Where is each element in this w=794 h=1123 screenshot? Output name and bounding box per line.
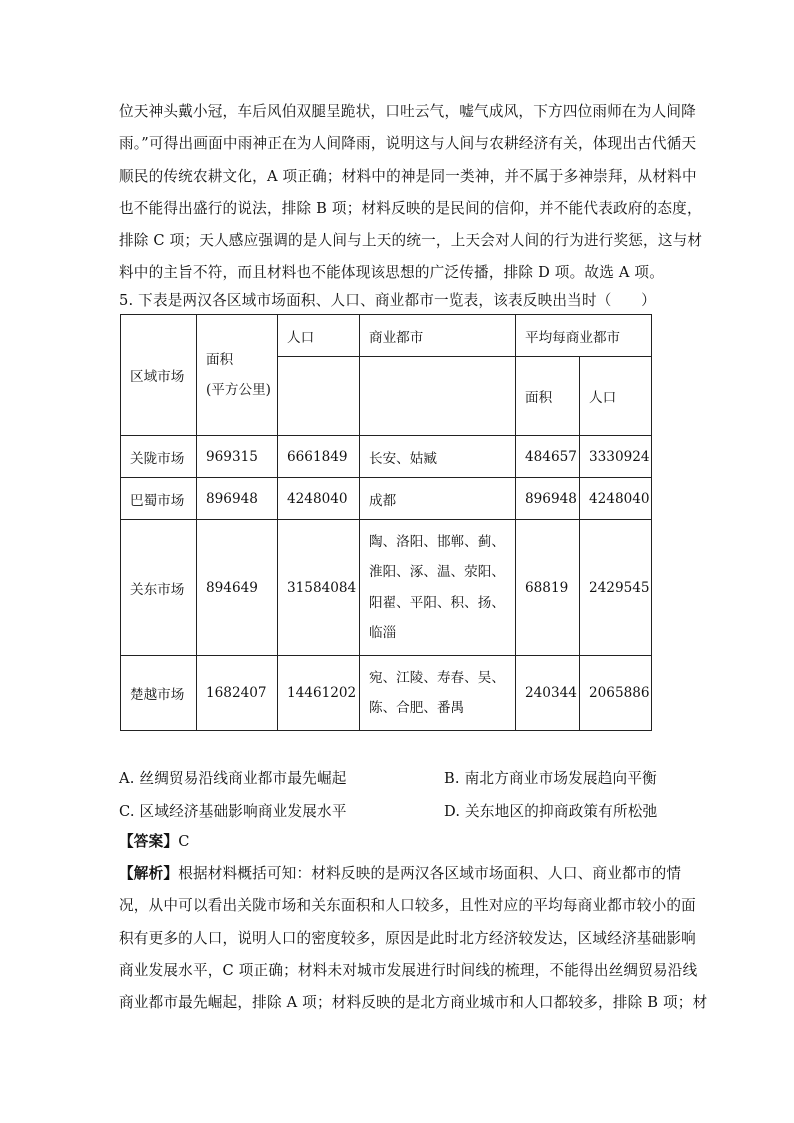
- cell-avg-area: 240344: [516, 656, 580, 731]
- previous-explanation: [119, 96, 703, 290]
- header-avg: 平均每商业都市: [516, 315, 652, 357]
- cell-cities: 长安、姑臧: [360, 436, 516, 478]
- analysis-first: 根据材料概括可知：材料反映的是两汉各区域市场面积、人口、商业都市的情: [178, 865, 682, 882]
- header-population: 人口: [278, 315, 360, 357]
- text-line: 也不能得出盛行的说法，排除 B 项；材料反映的是民间的信仰，并不能代表政府的态度，: [119, 199, 702, 217]
- text-line: 况，从中可以看出关陇市场和关东面积和人口较多，且性对应的平均每商业都市较小的面: [119, 897, 696, 915]
- table-row: [121, 436, 652, 478]
- cell-area: 896948: [197, 478, 278, 520]
- answer-label: 【答案】: [119, 833, 179, 850]
- question-5-stem: 5. 下表是两汉各区域市场面积、人口、商业都市一览表，该表反映出当时（ ）: [119, 292, 656, 309]
- text-line: 商业发展水平，C 项正确；材料未对城市发展进行时间线的梳理，不能得出丝绸贸易沿线: [119, 961, 698, 979]
- city-line: 阳翟、平阳、积、扬、: [369, 594, 505, 611]
- city-line: 临淄: [369, 625, 397, 641]
- text-line: 位天神头戴小冠，车后风伯双腿呈跪状，口吐云气，嘘气成风，下方四位雨师在为人间降: [119, 103, 696, 120]
- text-line: 顺民的传统农耕文化，A 项正确；材料中的神是同一类神，并不属于多神崇拜，从材料中: [119, 167, 697, 185]
- table-row: [121, 520, 652, 656]
- option-c[interactable]: C. 区域经济基础影响商业发展水平: [119, 803, 347, 820]
- cell-population: 4248040: [278, 478, 360, 520]
- cell-cities: 成都: [360, 478, 516, 520]
- option-b[interactable]: B. 南北方商业市场发展趋向平衡: [444, 770, 657, 787]
- cell-area: 1682407: [197, 656, 278, 731]
- cell-avg-population: 2429545: [580, 520, 652, 656]
- header-region: 区域市场: [121, 315, 197, 436]
- city-line: 宛、江陵、寿春、吴、: [369, 669, 505, 686]
- text-line: 料中的主旨不符，而且材料也不能体现该思想的广泛传播，排除 D 项。故选 A 项。: [119, 264, 664, 282]
- cell-avg-area: 68819: [516, 520, 580, 656]
- text-line: 排除 C 项；天人感应强调的是人间与上天的统一，上天会对人间的行为进行奖惩，这与材: [119, 232, 703, 250]
- header-avg-area: 面积: [516, 357, 580, 436]
- cell-avg-population: 3330924: [580, 436, 652, 478]
- option-a[interactable]: A. 丝绸贸易沿线商业都市最先崛起: [119, 770, 347, 787]
- cell-avg-area: 484657: [516, 436, 580, 478]
- cell-avg-area: 896948: [516, 478, 580, 520]
- header-cities-blank: [360, 357, 516, 436]
- cell-region: 巴蜀市场: [121, 478, 197, 520]
- text-line: 商业都市最先崛起，排除 A 项；材料反映的是北方商业城市和人口都较多，排除 B 项；材: [119, 994, 708, 1012]
- cell-avg-population: 4248040: [580, 478, 652, 520]
- city-line: 陶、洛阳、邯郸、蓟、: [369, 533, 505, 550]
- table-row: [121, 656, 652, 731]
- header-area-unit: (平方公里): [206, 382, 271, 398]
- cell-avg-population: 2065886: [580, 656, 652, 731]
- cell-cities: [360, 520, 516, 656]
- cell-region: 关陇市场: [121, 436, 197, 478]
- analysis-label: 【解析】: [119, 865, 179, 882]
- analysis: [119, 858, 708, 1019]
- cell-population: 6661849: [278, 436, 360, 478]
- header-population-blank: [278, 357, 360, 436]
- city-line: 淮阳、涿、温、荥阳、: [369, 564, 505, 580]
- header-avg-population: 人口: [580, 357, 652, 436]
- header-cities: 商业都市: [360, 315, 516, 357]
- text-line: 积有更多的人口，说明人口的密度较多，原因是此时北方经济较发达，区域经济基础影响: [119, 929, 696, 947]
- table-row: [121, 478, 652, 520]
- cell-cities: [360, 656, 516, 731]
- cell-region: 关东市场: [121, 520, 197, 656]
- header-area: [197, 315, 278, 436]
- text-line: [119, 858, 682, 890]
- cell-area: 894649: [197, 520, 278, 656]
- market-table: [120, 314, 652, 731]
- cell-population: 14461202: [278, 656, 360, 731]
- option-d[interactable]: D. 关东地区的抑商政策有所松弛: [444, 803, 658, 820]
- cell-region: 楚越市场: [121, 656, 197, 731]
- header-area-label: 面积: [206, 352, 234, 368]
- answer-value: C: [178, 833, 190, 850]
- city-line: 陈、合肥、番禺: [369, 700, 465, 716]
- text-line: 雨。”可得出画面中雨神正在为人间降雨，说明这与人间与农耕经济有关，体现出古代循天: [119, 135, 697, 153]
- cell-population: 31584084: [278, 520, 360, 656]
- cell-area: 969315: [197, 436, 278, 478]
- answer: [119, 830, 190, 851]
